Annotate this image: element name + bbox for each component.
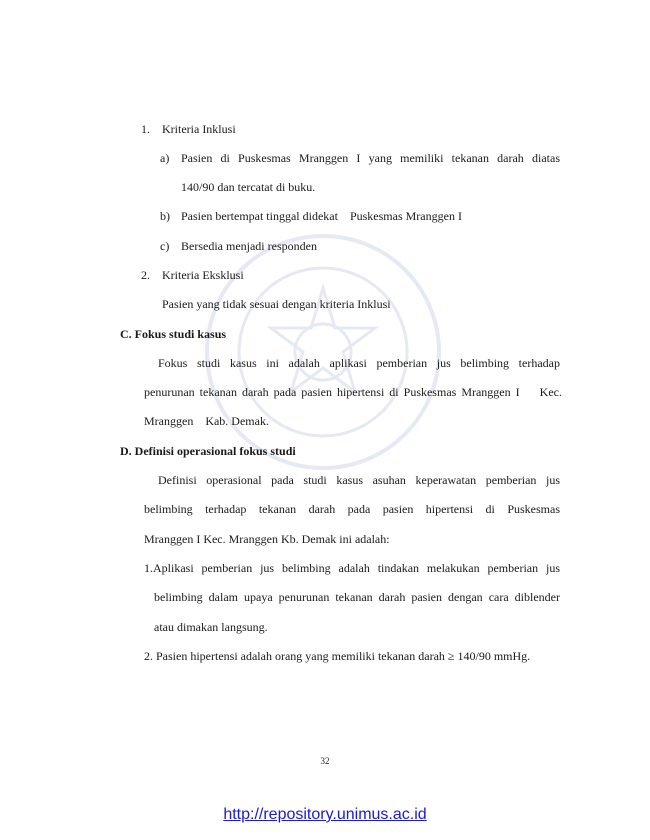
section-c-line3: Mranggen Kab. Demak. (144, 414, 269, 428)
section-d-line3: Mranggen I Kec. Mranggen Kb. Demak ini adalah: (144, 532, 390, 546)
inclusion-item-b-text: Pasien bertempat tinggal didekat Puskesmas Mranggen I (181, 209, 462, 223)
exclusion-text: Pasien yang tidak sesuai dengan kriteria Inklusi (162, 297, 391, 311)
definition-1-line1: 1.Aplikasi pemberian jus belimbing adalah tindakan melakukan pemberian jus (144, 561, 560, 575)
definition-2: 2. Pasien hipertensi adalah orang yang memiliki tekanan darah ≥ 140/90 mmHg. (144, 649, 531, 663)
page-number: 32 (320, 756, 330, 766)
section-c-line1: Fokus studi kasus ini adalah aplikasi pemberian jus belimbing terhadap (158, 356, 560, 370)
inclusion-heading: Kriteria Inklusi (162, 122, 236, 136)
inclusion-item-b-marker: b) (160, 209, 170, 223)
section-d-line1: Definisi operasional pada studi kasus asuhan keperawatan pemberian jus (158, 473, 560, 487)
inclusion-item-a-line1: Pasien di Puskesmas Mranggen I yang memiliki tekanan darah diatas (181, 151, 560, 165)
exclusion-heading: Kriteria Eksklusi (162, 268, 244, 282)
section-c-heading: C. Fokus studi kasus (120, 327, 227, 341)
definition-1-line3: atau dimakan langsung. (154, 620, 268, 634)
section-d-heading: D. Definisi operasional fokus studi (120, 444, 296, 458)
section-d-line2: belimbing terhadap tekanan darah pada pasien hipertensi di Puskesmas (144, 502, 560, 516)
inclusion-item-c-marker: c) (160, 239, 170, 253)
repository-link[interactable]: http://repository.unimus.ac.id (223, 806, 427, 823)
section-c-line2: penurunan tekanan darah pada pasien hipertensi di Puskesmas Mranggen I Kec. (144, 385, 562, 399)
inclusion-number: 1. (141, 122, 150, 136)
exclusion-number: 2. (141, 268, 150, 282)
inclusion-item-c-text: Bersedia menjadi responden (181, 239, 317, 253)
inclusion-item-a-marker: a) (160, 151, 170, 165)
inclusion-item-a-line2: 140/90 dan tercatat di buku. (181, 180, 316, 194)
definition-1-line2: belimbing dalam upaya penurunan tekanan darah pasien dengan cara diblender (154, 590, 560, 604)
